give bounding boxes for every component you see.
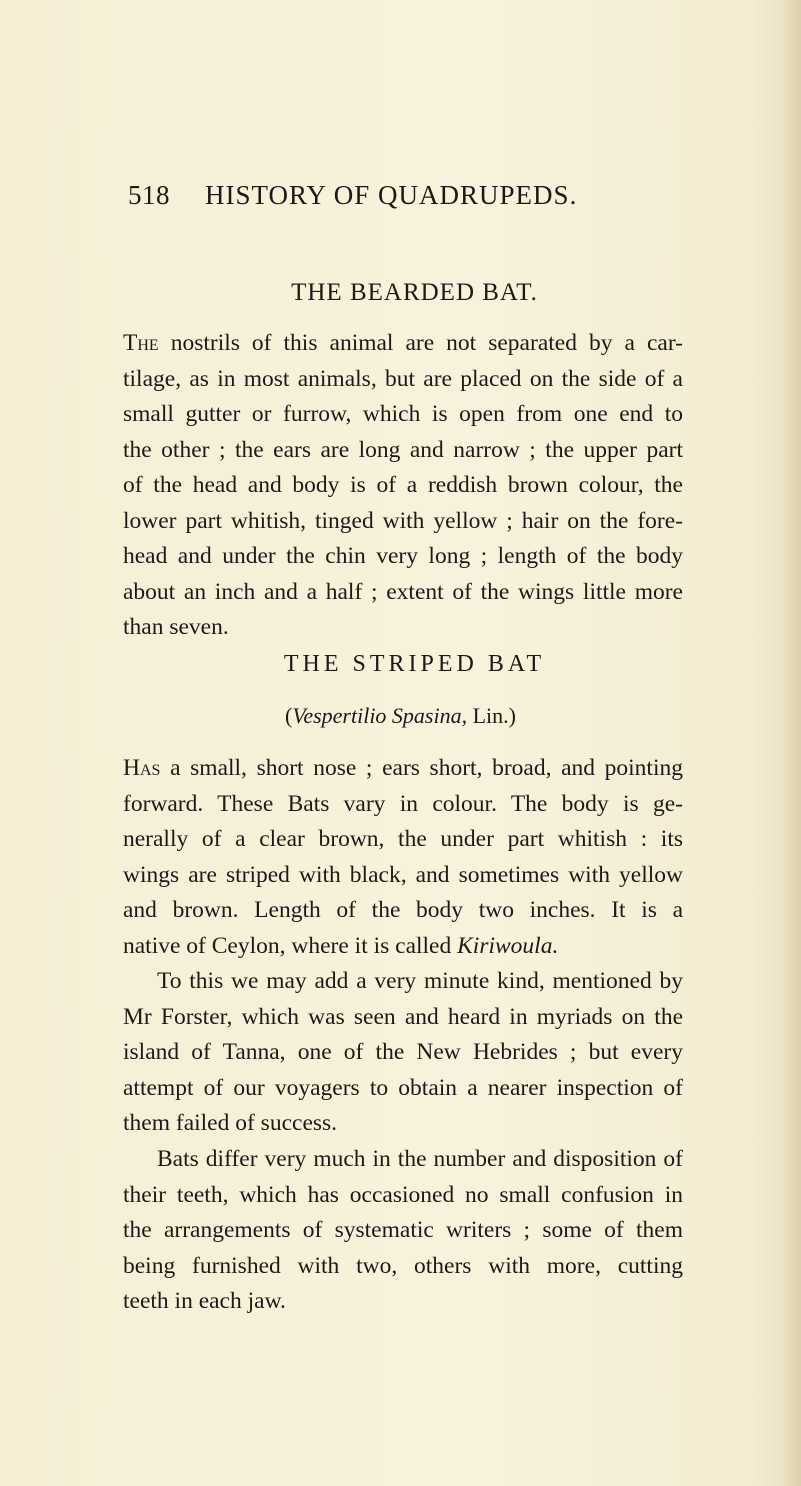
latin-binomial: Vespertilio Spasina, (292, 703, 468, 728)
page-number: 518 (128, 180, 170, 210)
drop-word: Has (123, 755, 161, 781)
text-line: head and under the chin very long ; length of the body (123, 543, 683, 569)
page-header (128, 180, 688, 216)
drop-word: The (123, 330, 159, 356)
text-line: the arrangements of systematic writers ; some of them (123, 1217, 683, 1243)
text-line: of the head and body is of a reddish brown colour, the (123, 472, 683, 498)
text-line: small gutter or furrow, which is open from one end to (123, 401, 683, 427)
text-line: island of Tanna, one of the New Hebrides ; but every (123, 1039, 683, 1065)
text-line: than seven. (123, 614, 229, 640)
text-line: Bats differ very much in the number and disposition of (157, 1146, 683, 1172)
line-text: native of Ceylon, where it is called (123, 932, 452, 959)
text-line: being furnished with two, others with more, cutting (123, 1252, 683, 1279)
latin-name (0, 703, 801, 729)
text-line: teeth in each jaw. (123, 1288, 286, 1314)
running-head: HISTORY OF QUADRUPEDS. (205, 180, 578, 210)
bearded-bat-paragraph (123, 326, 683, 646)
text-line: forward. These Bats vary in colour. The body is ge- (123, 790, 683, 817)
text-line (123, 326, 683, 362)
text-line: lower part whitish, tinged with yellow ; hair on the fore- (123, 507, 683, 534)
latin-authority: Lin.) (472, 703, 516, 728)
text-line (123, 929, 683, 965)
text-line: attempt of our voyagers to obtain a nearer inspection of (123, 1074, 683, 1101)
native-name: Kiriwoula. (457, 932, 559, 959)
text-line: them failed of success. (123, 1110, 338, 1136)
forster-paragraph (123, 964, 683, 1142)
text-line: To this we may add a very minute kind, mentioned by (157, 968, 683, 994)
section-title-bearded-bat: THE BEARDED BAT. (291, 279, 538, 306)
text-line: nerally of a clear brown, the under part whitish : its (123, 826, 683, 852)
line-rest: a small, short nose ; ears short, broad, and pointing (160, 755, 683, 781)
text-line: the other ; the ears are long and narrow ; the upper part (123, 436, 683, 463)
section-title-striped-bat: THE STRIPED BAT (283, 651, 546, 677)
text-line: and brown. Length of the body two inches. It is a (123, 897, 683, 923)
text-line: tilage, as in most animals, but are placed on the side of a (123, 365, 683, 392)
page-edge-shadow (779, 0, 801, 1486)
line-rest: nostrils of this animal are not separated by a car- (158, 330, 683, 356)
text-line (123, 751, 683, 787)
text-line: their teeth, which has occasioned no small confusion in (123, 1181, 683, 1208)
paren-open: ( (285, 703, 293, 728)
text-line: about an inch and a half ; extent of the wings little more (123, 578, 683, 605)
text-line: Mr Forster, which was seen and heard in myriads on the (123, 1003, 683, 1030)
text-line: wings are striped with black, and sometimes with yellow (123, 861, 683, 888)
teeth-paragraph (123, 1142, 683, 1320)
striped-bat-paragraph (123, 751, 683, 964)
